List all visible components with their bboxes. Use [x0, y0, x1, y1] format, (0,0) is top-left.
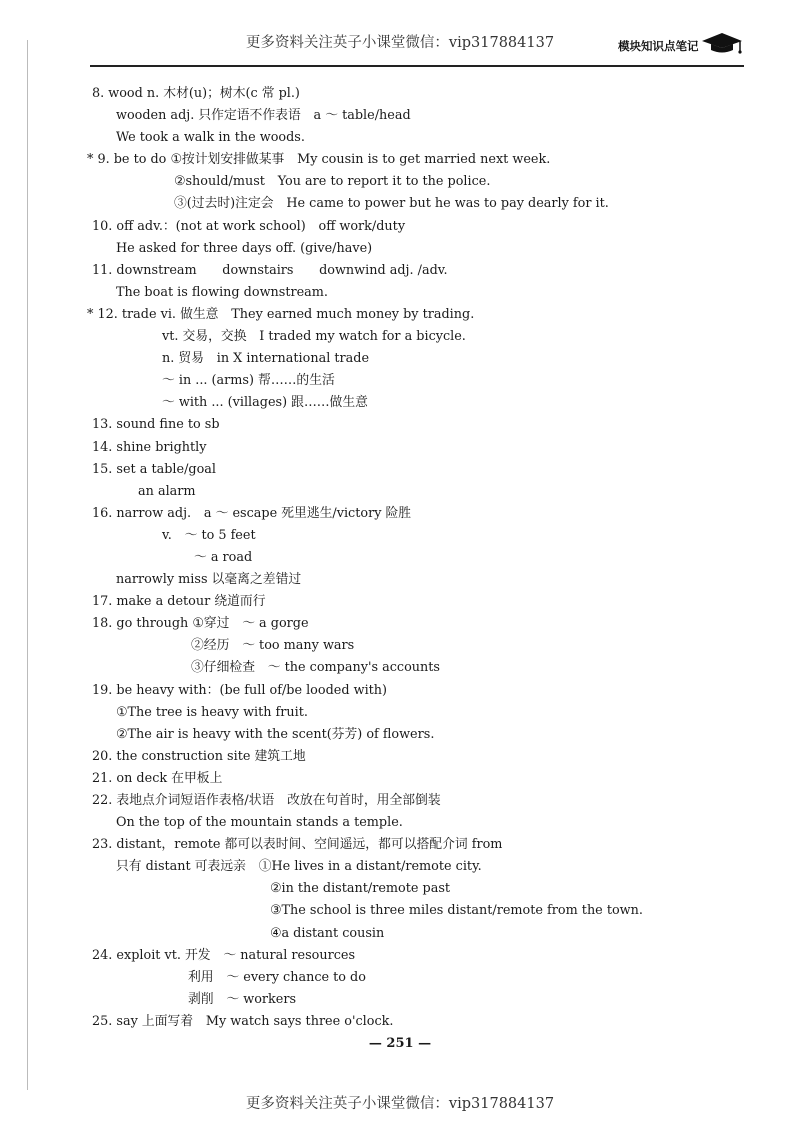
note-line: n. 贸易 in X international trade	[162, 351, 370, 367]
note-line: narrowly miss 以毫离之差错过	[116, 572, 302, 588]
note-line: 只有 distant 可表远亲 ①He lives in a distant/remote city.	[116, 859, 482, 875]
notes-body	[87, 83, 756, 1033]
note-line: ②The air is heavy with the scent(芬芳) of flowers.	[116, 726, 435, 742]
note-line: The boat is flowing downstream.	[116, 284, 328, 300]
note-line: He asked for three days off. (give/have)	[116, 240, 373, 256]
note-line: ～ in ... (arms) 帮……的生活	[162, 373, 335, 389]
note-line: 15. set a table/goal	[92, 461, 217, 477]
note-line: v. ～ to 5 feet	[162, 527, 256, 543]
note-line: * 9. be to do ①按计划安排做某事 My cousin is to get married next week.	[87, 152, 551, 168]
note-line: wooden adj. 只作定语不作表语 a ～ table/head	[116, 108, 411, 124]
note-line: ③(过去时)注定会 He came to power but he was to pay dearly for it.	[174, 196, 609, 212]
note-line: ②经历 ～ too many wars	[191, 638, 355, 654]
note-line: 23. distant，remote 都可以表时间、空间遥远，都可以搭配介词 from	[92, 837, 503, 853]
note-line: 20. the construction site 建筑工地	[92, 748, 306, 764]
page-number: — 251 —	[368, 1036, 432, 1051]
note-line: On the top of the mountain stands a temple.	[116, 815, 403, 831]
note-line: ②in the distant/remote past	[270, 881, 451, 897]
graduation-cap-icon	[700, 30, 744, 54]
note-line: 14. shine brightly	[92, 439, 207, 455]
note-line: 10. off adv.：(not at work school) off work/duty	[92, 218, 406, 234]
note-line: 利用 ～ every chance to do	[188, 969, 366, 985]
note-line: We took a walk in the woods.	[116, 130, 305, 146]
note-line: 19. be heavy with：(be full of/be looded with)	[92, 682, 388, 698]
note-line: ④a distant cousin	[270, 925, 385, 941]
note-line: 18. go through ①穿过 ～ a gorge	[92, 616, 309, 632]
note-line: ③仔细检查 ～ the company's accounts	[191, 660, 440, 676]
note-line: 8. wood n. 木材(u)；树木(c 常 pl.)	[92, 86, 300, 101]
header-rule	[90, 65, 744, 67]
note-line: 24. exploit vt. 开发 ～ natural resources	[92, 947, 356, 963]
note-line: 16. narrow adj. a ～ escape 死里逃生/victory 险胜	[92, 505, 412, 521]
note-line: an alarm	[138, 483, 196, 499]
section-label: 模块知识点笔记	[618, 39, 699, 53]
note-line: 22. 表地点介词短语作表格/状语 改放在句首时，用全部倒装	[92, 793, 441, 808]
note-line: ③The school is three miles distant/remote from the town.	[270, 903, 643, 919]
note-line: * 12. trade vi. 做生意 They earned much money by trading.	[87, 306, 475, 322]
note-line: 11. downstream downstairs downwind adj. /adv.	[92, 262, 448, 278]
note-line: 剥削 ～ workers	[188, 991, 297, 1007]
note-line: 13. sound fine to sb	[92, 417, 220, 433]
note-line: ②should/must You are to report it to the police.	[174, 174, 491, 190]
note-line: vt. 交易，交换 I traded my watch for a bicycle.	[162, 329, 466, 345]
note-line: 17. make a detour 绕道而行	[92, 594, 266, 610]
note-line: ～ with ... (villages) 跟……做生意	[162, 395, 368, 411]
note-line: 21. on deck 在甲板上	[92, 770, 223, 786]
note-line: 25. say 上面写着 My watch says three o'clock.	[92, 1013, 394, 1029]
page-edge-shadow	[27, 40, 28, 1090]
note-line: ～ a road	[194, 549, 253, 565]
note-line: ①The tree is heavy with fruit.	[116, 704, 308, 720]
header-watermark-banner: 更多资料关注英子小课堂微信：vip317884137	[245, 35, 555, 51]
footer-watermark-banner: 更多资料关注英子小课堂微信：vip317884137	[245, 1096, 555, 1112]
